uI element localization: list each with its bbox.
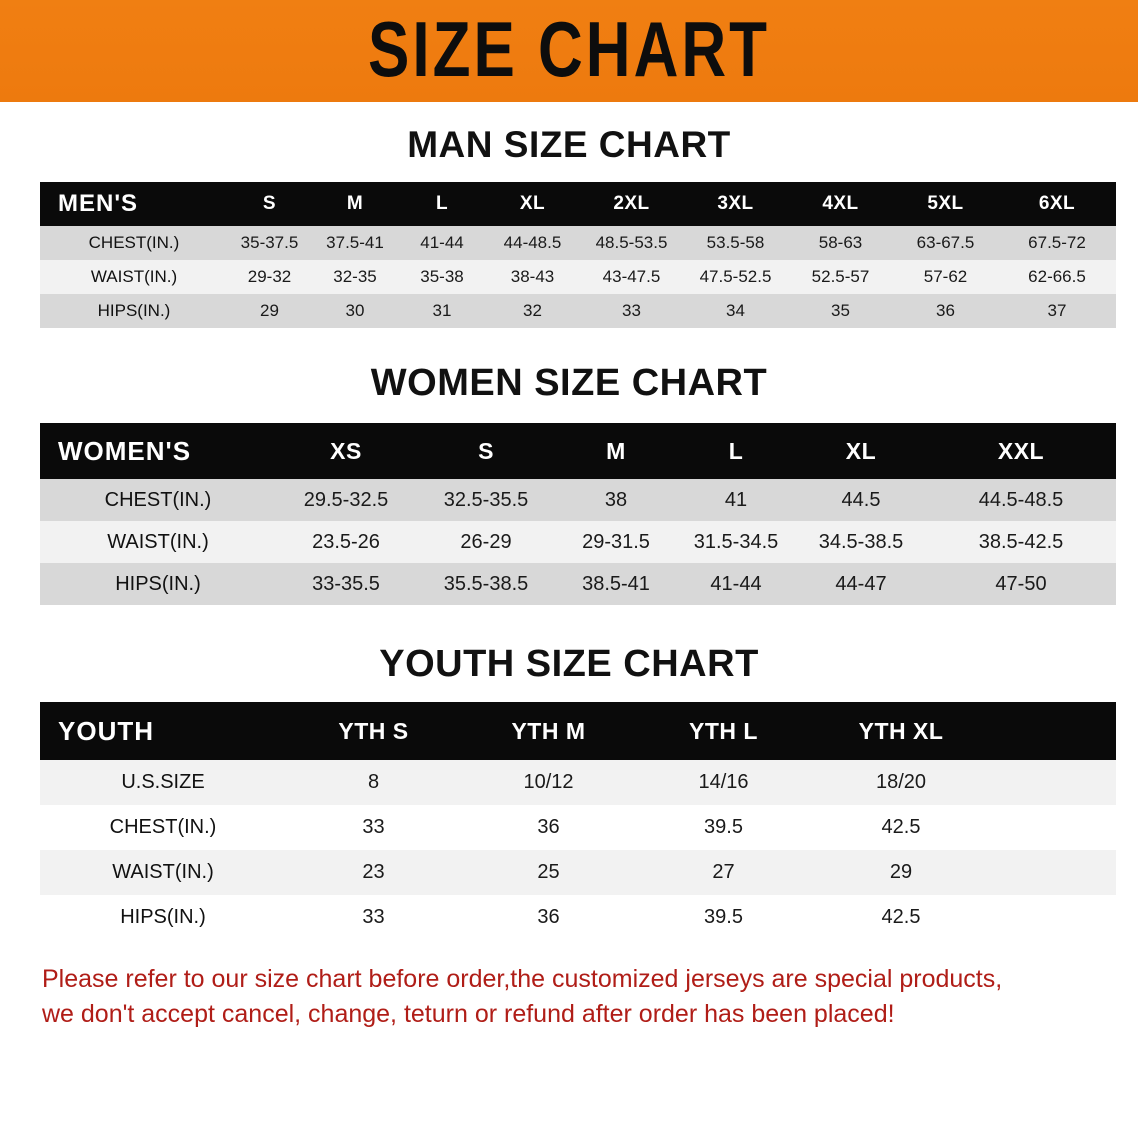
youth-header-l: YTH L — [689, 717, 758, 744]
women-size-table — [40, 423, 1116, 605]
table-header-row — [40, 702, 1116, 760]
women-header-xxl: XXL — [997, 437, 1045, 464]
men-chest-s: 35-37.5 — [240, 233, 299, 252]
women-hips-xl: 44-47 — [835, 572, 887, 595]
men-header-3xl: 3XL — [717, 193, 754, 214]
youth-us-size-s: 8 — [367, 771, 380, 793]
youth-us-size-xl: 18/20 — [875, 771, 927, 793]
table-header-row — [40, 182, 1116, 226]
men-chest-5xl: 63-67.5 — [916, 233, 975, 252]
men-chest-2xl: 48.5-53.5 — [595, 233, 668, 252]
men-chest-4xl: 58-63 — [818, 233, 863, 252]
men-hips-xl: 32 — [523, 301, 542, 320]
men-waist-5xl: 57-62 — [923, 267, 968, 286]
table-header-row — [40, 423, 1116, 479]
women-section-title: WOMEN SIZE CHART — [370, 362, 768, 404]
women-chest-m: 38 — [604, 488, 628, 511]
men-row-label-waist: WAIST(IN.) — [90, 267, 178, 286]
men-hips-4xl: 35 — [831, 301, 850, 320]
men-waist-4xl: 52.5-57 — [811, 267, 870, 286]
men-header-m: M — [346, 193, 364, 214]
women-hips-l: 41-44 — [710, 572, 762, 595]
youth-waist-xl: 29 — [889, 861, 913, 883]
youth-hips-l: 39.5 — [704, 906, 743, 928]
youth-chest-xl: 42.5 — [881, 816, 921, 838]
women-hips-m: 38.5-41 — [582, 572, 650, 595]
men-header-4xl: 4XL — [822, 193, 859, 214]
men-hips-3xl: 34 — [726, 301, 745, 320]
table-row — [40, 563, 1116, 605]
women-waist-m: 29-31.5 — [582, 530, 650, 553]
youth-header-xl: YTH XL — [858, 717, 944, 744]
table-row — [40, 294, 1116, 328]
youth-chest-spacer — [991, 805, 1116, 850]
men-hips-m: 30 — [345, 301, 365, 320]
youth-hips-spacer — [991, 895, 1116, 940]
men-table-wrap — [40, 182, 1098, 328]
women-header-label: WOMEN'S — [58, 435, 192, 466]
men-hips-l: 31 — [432, 301, 452, 320]
women-hips-xs: 33-35.5 — [312, 572, 380, 595]
youth-us-size-l: 14/16 — [698, 771, 749, 793]
page-title: SIZE CHART — [368, 7, 770, 94]
men-header-s: S — [262, 193, 277, 214]
women-row-label-hips: HIPS(IN.) — [115, 572, 201, 595]
banner — [0, 0, 1138, 102]
youth-waist-s: 23 — [362, 861, 385, 883]
table-row — [40, 226, 1116, 260]
youth-waist-spacer — [991, 850, 1116, 895]
men-header-l: L — [435, 193, 449, 214]
men-chest-3xl: 53.5-58 — [706, 233, 765, 252]
youth-header-s: YTH S — [338, 717, 409, 744]
men-row-label-chest: CHEST(IN.) — [88, 233, 180, 252]
disclaimer-line-1: Please refer to our size chart before order,the customized jerseys are special products, — [42, 965, 1003, 993]
women-waist-s: 26-29 — [460, 530, 512, 553]
youth-header-spacer — [991, 702, 1116, 760]
men-waist-6xl: 62-66.5 — [1028, 267, 1086, 286]
youth-row-label-waist: WAIST(IN.) — [112, 861, 214, 883]
men-chest-xl: 44-48.5 — [503, 233, 562, 252]
men-waist-s: 29-32 — [247, 267, 292, 286]
women-chest-xs: 29.5-32.5 — [303, 488, 389, 511]
women-header-xl: XL — [845, 437, 877, 464]
men-hips-5xl: 36 — [936, 301, 955, 320]
women-hips-xxl: 47-50 — [995, 572, 1047, 595]
table-row — [40, 850, 1116, 895]
youth-row-label-us-size: U.S.SIZE — [121, 771, 205, 793]
disclaimer-note — [42, 962, 1096, 1031]
women-header-s: S — [478, 437, 494, 464]
women-chest-xl: 44.5 — [841, 488, 881, 511]
men-hips-6xl: 37 — [1047, 301, 1067, 320]
women-chest-s: 32.5-35.5 — [443, 488, 529, 511]
men-waist-xl: 38-43 — [510, 267, 555, 286]
men-waist-m: 32-35 — [333, 267, 377, 286]
men-row-label-hips: HIPS(IN.) — [97, 301, 171, 320]
table-row — [40, 895, 1116, 940]
men-header-2xl: 2XL — [613, 193, 650, 214]
youth-section-title: YOUTH SIZE CHART — [379, 643, 759, 685]
youth-header-label: YOUTH — [58, 715, 154, 746]
table-row — [40, 760, 1116, 805]
table-row — [40, 260, 1116, 294]
youth-chest-l: 39.5 — [704, 816, 743, 838]
youth-waist-l: 27 — [712, 861, 735, 883]
women-header-m: M — [606, 437, 626, 464]
youth-size-table — [40, 702, 1116, 940]
youth-us-size-spacer — [991, 760, 1116, 805]
men-header-xl: XL — [519, 193, 546, 214]
women-hips-s: 35.5-38.5 — [443, 572, 529, 595]
women-row-label-waist: WAIST(IN.) — [107, 530, 209, 553]
men-header-6xl: 6XL — [1038, 193, 1076, 214]
table-row — [40, 479, 1116, 521]
men-waist-2xl: 43-47.5 — [602, 267, 661, 286]
youth-row-label-hips: HIPS(IN.) — [120, 906, 206, 928]
youth-hips-m: 36 — [537, 906, 560, 928]
women-waist-l: 31.5-34.5 — [693, 530, 779, 553]
women-header-xs: XS — [330, 437, 362, 464]
men-chest-m: 37.5-41 — [326, 233, 384, 252]
youth-us-size-m: 10/12 — [523, 771, 574, 793]
youth-hips-s: 33 — [362, 906, 385, 928]
youth-chest-m: 36 — [537, 816, 560, 838]
men-header-label: MEN'S — [58, 190, 139, 217]
youth-row-label-chest: CHEST(IN.) — [109, 816, 217, 838]
men-waist-3xl: 47.5-52.5 — [699, 267, 772, 286]
table-row — [40, 805, 1116, 850]
women-table-wrap — [40, 423, 1098, 605]
men-chest-6xl: 67.5-72 — [1028, 233, 1086, 252]
women-chest-l: 41 — [724, 488, 748, 511]
women-waist-xxl: 38.5-42.5 — [978, 530, 1064, 553]
man-section-title: MAN SIZE CHART — [407, 124, 731, 165]
men-chest-l: 41-44 — [420, 233, 464, 252]
women-waist-xl: 34.5-38.5 — [818, 530, 904, 553]
youth-table-wrap — [40, 702, 1098, 940]
disclaimer-line-2: we don't accept cancel, change, teturn or refund after order has been placed! — [42, 999, 895, 1028]
youth-header-m: YTH M — [511, 717, 586, 744]
youth-waist-m: 25 — [537, 861, 560, 883]
youth-hips-xl: 42.5 — [881, 906, 921, 928]
women-waist-xs: 23.5-26 — [312, 530, 380, 553]
women-row-label-chest: CHEST(IN.) — [104, 488, 212, 511]
men-header-5xl: 5XL — [927, 193, 964, 214]
youth-chest-s: 33 — [362, 816, 385, 838]
men-size-table — [40, 182, 1116, 328]
men-waist-l: 35-38 — [420, 267, 464, 286]
women-header-l: L — [728, 437, 744, 464]
table-row — [40, 521, 1116, 563]
women-chest-xxl: 44.5-48.5 — [978, 488, 1064, 511]
men-hips-s: 29 — [260, 301, 279, 320]
men-hips-2xl: 33 — [622, 301, 641, 320]
